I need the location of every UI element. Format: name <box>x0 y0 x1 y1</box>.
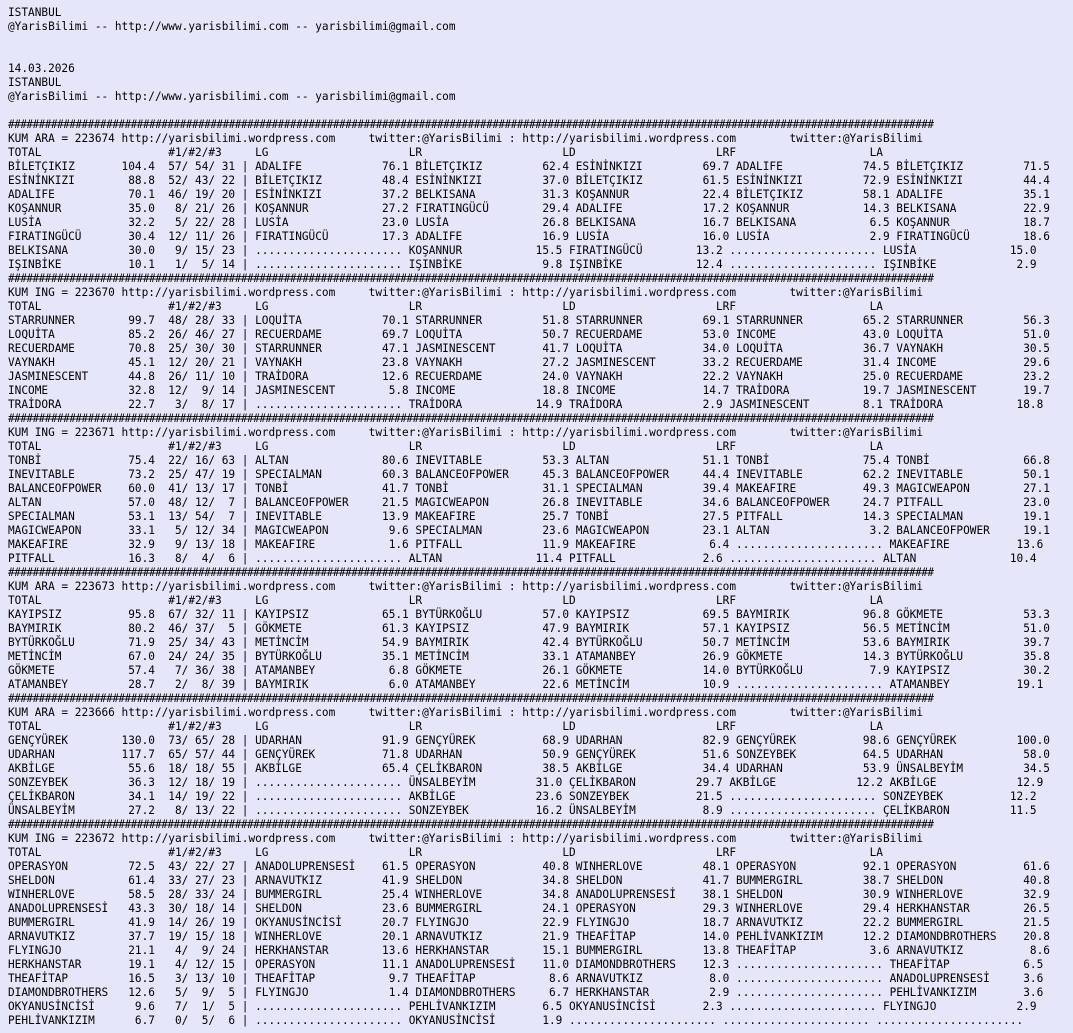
header-contact-2: @YarisBilimi -- http://www.yarisbilimi.com -- yarisbilimi@gmail.com <box>8 90 456 103</box>
race-title: KUM ARA = 223666 http://yarisbilimi.wordpress.com twitter:@YarisBilimi : http://yarisbilimi.wordpress.com twitter:@YarisBilimi <box>8 706 924 719</box>
horse-row: VAYNAKH 45.1 12/ 20/ 21 | VAYNAKH 23.8 VAYNAKH 27.2 JASMINESCENT 33.2 RECUERDAME 31.4 INCOME 29.6 <box>8 356 1050 369</box>
horse-row: TONBİ 75.4 22/ 16/ 63 | ALTAN 80.6 INEVITABLE 53.3 ALTAN 51.1 TONBİ 75.4 TONBİ 66.8 <box>8 454 1050 467</box>
header-contact: @YarisBilimi -- http://www.yarisbilimi.com -- yarisbilimi@gmail.com <box>8 20 456 33</box>
horse-row: PEHLİVANKIZIM 6.7 0/ 5/ 6 | ...................... OKYANUSİNCİSİ 1.9 ...................... ...................... ...................... <box>8 1014 1024 1027</box>
horse-row: UDARHAN 117.7 65/ 57/ 44 | GENÇYÜREK 71.8 UDARHAN 50.9 GENÇYÜREK 51.6 SONZEYBEK 64.5 UDARHAN 58.0 <box>8 748 1050 761</box>
section-separator: ####################################################################################################################################################### <box>8 566 934 579</box>
race-title: KUM ING = 223671 http://yarisbilimi.wordpress.com twitter:@YarisBilimi : http://yarisbilimi.wordpress.com twitter:@YarisBilimi <box>8 426 924 439</box>
horse-row: METİNCİM 67.0 24/ 24/ 35 | BYTÜRKOĞLU 35.1 METİNCİM 33.1 ATAMANBEY 26.9 GÖKMETE 14.3 BYTÜRKOĞLU 35.8 <box>8 650 1050 663</box>
horse-row: SONZEYBEK 36.3 12/ 18/ 19 | ...................... ÜNSALBEYİM 31.0 ÇELİKBARON 29.7 AKBİLGE 12.2 AKBİLGE 12.9 <box>8 776 1044 789</box>
horse-row: BAYMIRIK 80.2 46/ 37/ 5 | GÖKMETE 61.3 KAYIPSIZ 47.9 BAYMIRIK 57.1 KAYIPSIZ 56.5 METİNCİM 51.0 <box>8 622 1050 635</box>
horse-row: ARNAVUTKIZ 37.7 19/ 15/ 18 | WINHERLOVE 20.1 ARNAVUTKIZ 21.9 THEAFİTAP 14.0 PEHLİVANKIZIM 12.2 DIAMONDBROTHERS 20.8 <box>8 930 1050 943</box>
section-separator: ####################################################################################################################################################### <box>8 272 934 285</box>
section-separator: ####################################################################################################################################################### <box>8 118 934 131</box>
horse-row: THEAFİTAP 16.5 3/ 13/ 10 | THEAFİTAP 9.7 THEAFİTAP 8.6 ARNAVUTKIZ 8.0 ...................... ANADOLUPRENSESİ 3.6 <box>8 972 1044 985</box>
horse-row: FIRATINGÜCÜ 30.4 12/ 11/ 26 | FIRATINGÜCÜ 17.3 ADALIFE 16.9 LUSİA 16.0 LUSİA 2.9 FIRATINGÜCÜ 18.6 <box>8 230 1050 243</box>
horse-row: BALANCEOFPOWER 60.0 41/ 13/ 17 | TONBİ 41.7 TONBİ 31.1 SPECIALMAN 39.4 MAKEAFIRE 49.3 MAGICWEAPON 27.1 <box>8 482 1050 495</box>
horse-row: FLYINGJO 21.1 4/ 9/ 24 | HERKHANSTAR 13.6 HERKHANSTAR 15.1 BUMMERGIRL 13.8 THEAFİTAP 3.6 ARNAVUTKIZ 8.6 <box>8 944 1050 957</box>
horse-row: ATAMANBEY 28.7 2/ 8/ 39 | BAYMIRIK 6.0 ATAMANBEY 22.6 METİNCİM 10.9 ...................... ATAMANBEY 19.1 <box>8 678 1044 691</box>
horse-row: DIAMONDBROTHERS 12.6 5/ 9/ 5 | FLYINGJO 1.4 DIAMONDBROTHERS 6.7 HERKHANSTAR 2.9 ...................... PEHLİVANKIZIM 3.6 <box>8 986 1044 999</box>
horse-row: ÇELİKBARON 34.1 14/ 19/ 22 | ...................... AKBİLGE 23.6 SONZEYBEK 21.5 ...................... SONZEYBEK 12.2 <box>8 790 1037 803</box>
column-header-row: TOTAL #1/#2/#3 LG LR LD LRF LA <box>8 146 883 159</box>
race-tables <box>8 118 1050 1027</box>
column-header-row: TOTAL #1/#2/#3 LG LR LD LRF LA <box>8 300 883 313</box>
section-separator: ####################################################################################################################################################### <box>8 818 934 831</box>
race-title: KUM ING = 223672 http://yarisbilimi.wordpress.com twitter:@YarisBilimi : http://yarisbilimi.wordpress.com twitter:@YarisBilimi <box>8 832 924 845</box>
horse-row: LUSİA 32.2 5/ 22/ 28 | LUSİA 23.0 LUSİA 26.8 BELKISANA 16.7 BELKISANA 6.5 KOŞANNUR 18.7 <box>8 216 1050 229</box>
horse-row: ANADOLUPRENSESİ 43.3 30/ 18/ 14 | SHELDON 23.6 BUMMERGIRL 24.1 OPERASYON 29.3 WINHERLOVE 29.4 HERKHANSTAR 26.5 <box>8 902 1050 915</box>
header-city-2: ISTANBUL <box>8 76 62 89</box>
horse-row: BUMMERGIRL 41.9 14/ 26/ 19 | OKYANUSİNCİSİ 20.7 FLYINGJO 22.9 FLYINGJO 18.7 ARNAVUTKIZ 22.2 BUMMERGIRL 21.5 <box>8 916 1050 929</box>
horse-row: GENÇYÜREK 130.0 73/ 65/ 28 | UDARHAN 91.9 GENÇYÜREK 68.9 UDARHAN 82.9 GENÇYÜREK 98.6 GENÇYÜREK 100.0 <box>8 734 1050 747</box>
header-city: ISTANBUL <box>8 6 62 19</box>
horse-row: IŞINBİKE 10.1 1/ 5/ 14 | ...................... IŞINBİKE 9.8 IŞINBİKE 12.4 ...................... IŞINBİKE 2.9 <box>8 258 1037 271</box>
horse-row: ESİNİNKIZI 88.8 52/ 43/ 22 | BİLETÇIKIZ 48.4 ESİNİNKIZI 37.0 BİLETÇIKIZ 61.5 ESİNİNKIZI 72.9 ESİNİNKIZI 44.4 <box>8 174 1050 187</box>
column-header-row: TOTAL #1/#2/#3 LG LR LD LRF LA <box>8 594 883 607</box>
horse-row: INEVITABLE 73.2 25/ 47/ 19 | SPECIALMAN 60.3 BALANCEOFPOWER 45.3 BALANCEOFPOWER 44.4 INEVITABLE 62.2 INEVITABLE 50.1 <box>8 468 1050 481</box>
horse-row: BYTÜRKOĞLU 71.9 25/ 34/ 43 | METİNCİM 54.9 BAYMIRIK 42.4 BYTÜRKOĞLU 50.7 METİNCİM 53.6 BAYMIRIK 39.7 <box>8 636 1050 649</box>
horse-row: INCOME 32.8 12/ 9/ 14 | JASMINESCENT 5.8 INCOME 18.8 INCOME 14.7 TRAİDORA 19.7 JASMINESCENT 19.7 <box>8 384 1050 397</box>
horse-row: STARRUNNER 99.7 48/ 28/ 33 | LOQUİTA 70.1 STARRUNNER 51.8 STARRUNNER 69.1 STARRUNNER 65.2 STARRUNNER 56.3 <box>8 314 1050 327</box>
horse-row: GÖKMETE 57.4 7/ 36/ 38 | ATAMANBEY 6.8 GÖKMETE 26.1 GÖKMETE 14.0 BYTÜRKOĞLU 7.9 KAYIPSIZ 30.2 <box>8 664 1050 677</box>
horse-row: OKYANUSİNCİSİ 9.6 7/ 1/ 5 | ...................... PEHLİVANKIZIM 6.5 OKYANUSİNCİSİ 2.3 ...................... FLYINGJO 2.9 <box>8 1000 1037 1013</box>
report-date: 14.03.2026 <box>8 62 75 75</box>
horse-row: HERKHANSTAR 19.1 4/ 12/ 15 | OPERASYON 11.1 ANADOLUPRENSESİ 11.0 DIAMONDBROTHERS 12.3 ...................... THEAFİTAP 6.5 <box>8 958 1044 971</box>
horse-row: MAGICWEAPON 33.1 5/ 12/ 34 | MAGICWEAPON 9.6 SPECIALMAN 23.6 MAGICWEAPON 23.1 ALTAN 3.2 BALANCEOFPOWER 19.1 <box>8 524 1050 537</box>
horse-row: AKBİLGE 55.6 18/ 18/ 55 | AKBİLGE 65.4 ÇELİKBARON 38.5 AKBİLGE 34.4 UDARHAN 53.9 ÜNSALBEYİM 34.5 <box>8 762 1050 775</box>
horse-row: PITFALL 16.3 8/ 4/ 6 | ...................... ALTAN 11.4 PITFALL 2.6 ...................... ALTAN 10.4 <box>8 552 1037 565</box>
horse-row: MAKEAFIRE 32.9 9/ 13/ 18 | MAKEAFIRE 1.6 PITFALL 11.9 MAKEAFIRE 6.4 ...................... MAKEAFIRE 13.6 <box>8 538 1044 551</box>
horse-row: WINHERLOVE 58.5 28/ 33/ 24 | BUMMERGIRL 25.4 WINHERLOVE 34.8 ANADOLUPRENSESİ 38.1 SHELDON 30.9 WINHERLOVE 32.9 <box>8 888 1050 901</box>
horse-row: OPERASYON 72.5 43/ 22/ 27 | ANADOLUPRENSESİ 61.5 OPERASYON 40.8 WINHERLOVE 48.1 OPERASYON 92.1 OPERASYON 61.6 <box>8 860 1050 873</box>
horse-row: BELKISANA 30.0 9/ 15/ 23 | ...................... KOŞANNUR 15.5 FIRATINGÜCÜ 13.2 ...................... LUSİA 15.0 <box>8 244 1037 257</box>
horse-row: RECUERDAME 70.8 25/ 30/ 30 | STARRUNNER 47.1 JASMINESCENT 41.7 LOQUİTA 34.0 LOQUİTA 36.7 VAYNAKH 30.5 <box>8 342 1050 355</box>
race-title: KUM ARA = 223673 http://yarisbilimi.wordpress.com twitter:@YarisBilimi : http://yarisbilimi.wordpress.com twitter:@YarisBilimi <box>8 580 924 593</box>
horse-row: ÜNSALBEYİM 27.2 8/ 13/ 22 | ...................... SONZEYBEK 16.2 ÜNSALBEYİM 8.9 ...................... ÇELİKBARON 11.5 <box>8 804 1037 817</box>
horse-row: JASMINESCENT 44.8 26/ 11/ 10 | TRAİDORA 12.6 RECUERDAME 24.0 VAYNAKH 22.2 VAYNAKH 25.0 RECUERDAME 23.2 <box>8 370 1050 383</box>
horse-row: SHELDON 61.4 33/ 27/ 23 | ARNAVUTKIZ 41.9 SHELDON 34.8 SHELDON 41.7 BUMMERGIRL 38.7 SHELDON 40.8 <box>8 874 1050 887</box>
race-title: KUM ARA = 223674 http://yarisbilimi.wordpress.com twitter:@YarisBilimi : http://yarisbilimi.wordpress.com twitter:@YarisBilimi <box>8 132 924 145</box>
horse-row: LOQUİTA 85.2 26/ 46/ 27 | RECUERDAME 69.7 LOQUİTA 50.7 RECUERDAME 53.0 INCOME 43.0 LOQUİTA 51.0 <box>8 328 1050 341</box>
section-separator: ####################################################################################################################################################### <box>8 412 934 425</box>
horse-row: KAYIPSIZ 95.8 67/ 32/ 11 | KAYIPSIZ 65.1 BYTÜRKOĞLU 57.0 KAYIPSIZ 69.5 BAYMIRIK 96.8 GÖKMETE 53.3 <box>8 608 1050 621</box>
column-header-row: TOTAL #1/#2/#3 LG LR LD LRF LA <box>8 440 883 453</box>
horse-row: KOŞANNUR 35.0 8/ 21/ 26 | KOŞANNUR 27.2 FIRATINGÜCÜ 29.4 ADALIFE 17.2 KOŞANNUR 14.3 BELKISANA 22.9 <box>8 202 1050 215</box>
horse-row: SPECIALMAN 53.1 13/ 54/ 7 | INEVITABLE 13.9 MAKEAFIRE 25.7 TONBİ 27.5 PITFALL 14.3 SPECIALMAN 19.1 <box>8 510 1050 523</box>
horse-row: BİLETÇIKIZ 104.4 57/ 54/ 31 | ADALIFE 76.1 BİLETÇIKIZ 62.4 ESİNİNKIZI 69.7 ADALIFE 74.5 BİLETÇIKIZ 71.5 <box>8 160 1050 173</box>
horse-row: ADALIFE 70.1 46/ 19/ 20 | ESİNİNKIZI 37.2 BELKISANA 31.3 KOŞANNUR 22.4 BİLETÇIKIZ 58.1 ADALIFE 35.1 <box>8 188 1050 201</box>
column-header-row: TOTAL #1/#2/#3 LG LR LD LRF LA <box>8 846 883 859</box>
section-separator: ####################################################################################################################################################### <box>8 692 934 705</box>
horse-row: ALTAN 57.0 48/ 12/ 7 | BALANCEOFPOWER 21.5 MAGICWEAPON 26.8 INEVITABLE 34.6 BALANCEOFPOWER 24.7 PITFALL 23.0 <box>8 496 1050 509</box>
race-title: KUM ING = 223670 http://yarisbilimi.wordpress.com twitter:@YarisBilimi : http://yarisbilimi.wordpress.com twitter:@YarisBilimi <box>8 286 924 299</box>
column-header-row: TOTAL #1/#2/#3 LG LR LD LRF LA <box>8 720 883 733</box>
horse-row: TRAİDORA 22.7 3/ 8/ 17 | ...................... TRAİDORA 14.9 TRAİDORA 2.9 JASMINESCENT 8.1 TRAİDORA 18.8 <box>8 398 1044 411</box>
